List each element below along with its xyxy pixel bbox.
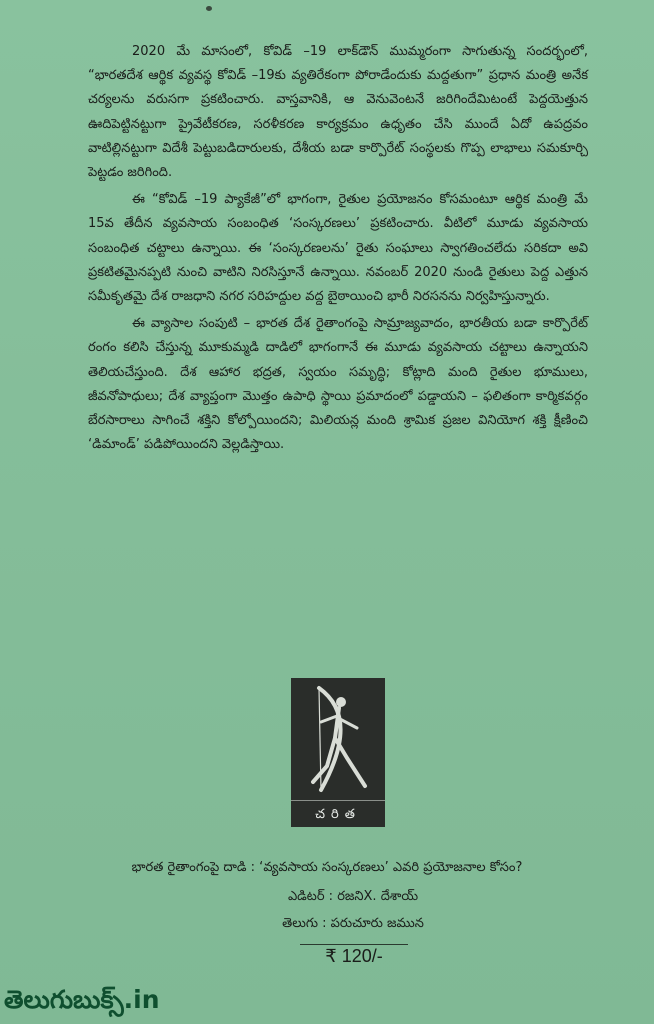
- paragraph-3: ఈ వ్యాసాల సంపుటి – భారత దేశ రైతాంగంపై సామ్రాజ్యవాదం, భారతీయ బడా కార్పొరేట్ రంగం కలిసి చేస్తున్న మూకుమ్మడి దాడిలో భాగంగానే ఈ మూడు వ్యవసాయ చట్టాలు ఉన్నాయని తెలియచేస్తుంది. దేశ ఆహార భద్రత, స్వయం సమృద్ధి; కోట్లాది మంది రైతుల భూములు, జీవనోపాధులు; దేశ వ్యాప్తంగా మొత్తం ఉపాధి స్థాయి ప్రమాదంలో పడ్డాయని – ఫలితంగా కార్మికవర్గం బేరసారాలు సాగించే శక్తిని కోల్పోయిందని; మిలియన్ల మంది శ్రామిక ప్రజల వినియోగ శక్తి క్షీణించి ‘డిమాండ్’ పడిపోయిందని వెల్లడిస్తాయి.: [88, 316, 588, 453]
- price: ₹ 120/-: [325, 946, 383, 966]
- watermark-logo: తెలుగుబుక్స్.in: [4, 985, 160, 1014]
- translator-credit: తెలుగు : పరుచూరు జమున: [282, 916, 424, 931]
- editor-credit: ఎడిటర్ : రజనిX. దేశాయ్: [287, 889, 419, 904]
- paragraph-2: ఈ “కోవిడ్ –19 ప్యాకేజీ”లో భాగంగా, రైతుల ప్రయోజనం కోసమంటూ ఆర్థిక మంత్రి మే 15వ తేదీన వ్యవసాయ సంబంధిత ‘సంస్కరణలు’ ప్రకటించారు. వీటిలో మూడు వ్యవసాయ సంబంధిత చట్టాలు ఉన్నాయి. ఈ ‘సంస్కరణలను’ రైతు సంఘాలు స్వాగతించలేదు సరికదా అవి ప్రకటితమైనప్పటి నుంచి వాటిని నిరసిస్తూనే ఉన్నాయి. నవంబర్ 2020 నుండి రైతులు పెద్ద ఎత్తున సమీకృతమై దేశ రాజధాని నగర సరిహద్దుల వద్ద బైఠాయించి భారీ నిరసనను నిర్వహిస్తున్నారు.: [88, 192, 588, 305]
- book-title: భారత రైతాంగంపై దాడి : ‘వ్యవసాయ సంస్కరణలు’ ఎవరి ప్రయోజనాల కోసం?: [131, 860, 523, 875]
- archer-icon: [291, 678, 385, 800]
- blurb: [88, 40, 588, 460]
- paragraph-1: 2020 మే మాసంలో, కోవిడ్ –19 లాక్‌డౌన్ ముమ్మరంగా సాగుతున్న సందర్భంలో, “భారతదేశ ఆర్థిక వ్యవస్థ కోవిడ్ –19కు వ్యతిరేకంగా పోరాడేందుకు మద్దతుగా” ప్రధాన మంత్రి అనేక చర్యలను వరుసగా ప్రకటించారు. వాస్తవానికి, ఆ వెనువెంటనే జరిగిందేమిటంటే పెద్దయెత్తున ఊదిపెట్టినట్టుగా ప్రైవేటీకరణ, సరళీకరణ కార్యక్రమం ఉధృతం చేసి ముందే ఏదో ఉపద్రవం వాటిల్లినట్టుగా విదేశీ పెట్టుబడిదారులకు, దేశీయ బడా కార్పొరేట్ సంస్థలకు గొప్ప లాభాలు సమకూర్చి పెట్టడం జరిగింది.: [88, 44, 588, 181]
- speck: [206, 6, 212, 11]
- divider: [300, 944, 408, 945]
- logo-label: చరిత: [291, 800, 385, 828]
- publisher-logo: [291, 678, 385, 827]
